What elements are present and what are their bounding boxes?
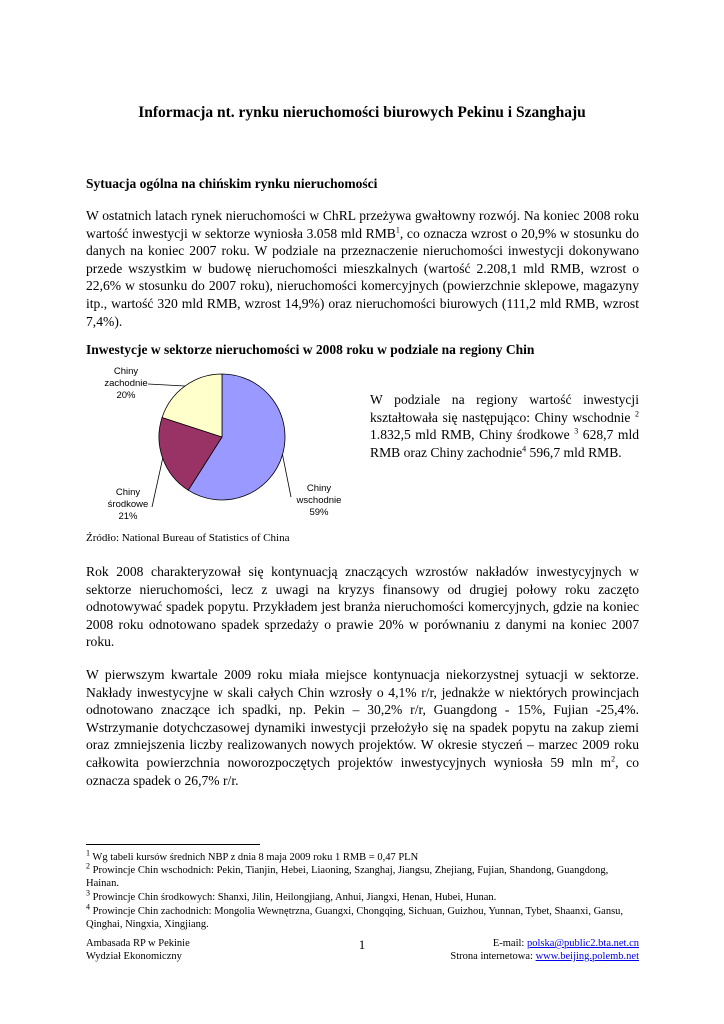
document-title: Informacja nt. rynku nieruchomości biurowych Pekinu i Szanghaju [138, 104, 586, 121]
paragraph-2009: W pierwszym kwartale 2009 roku miała miejsce kontynuacja niekorzystnej sytuacji w sektorze. Nakłady inwestycyjne w skali całych Chin wzrosły o 4,1% r/r, jednakże w niektórych prowincjach odnotowano znaczące ich spadki, np. Pekin – 30,2% r/r, Guangdong - 15%, Fujian -25,4%. Wstrzymanie dotychczasowej dynamiki inwestycji przełożyło się na spadek popytu na zakup ziemi oraz zmniejszenia liczby realizowanych nowych projektów. W okresie styczeń – marzec 2009 roku całkowita powierzchnia noworozpoczętych projektów inwestycyjnych wyniosła 59 mln $m^2$, co oznacza spadek o 26,7% r/r. [86, 667, 639, 788]
chart-heading: Inwestycje w sektorze nieruchomości w 2008 roku w podziale na regiony Chin [86, 342, 535, 357]
footer-department: Wydział Ekonomiczny [86, 951, 182, 962]
section-heading: Sytuacja ogólna na chińskim rynku nieruchomości [86, 176, 378, 191]
region-values-paragraph: W podziale na regiony wartość inwestycji kształtowała się następująco: Chiny wschodnie $^2$ 1.832,5 mld RMB, Chiny środkowe $^3$ 628,7 mld RMB oraz Chiny zachodnie$^4$ 596,7 mld RMB. [370, 392, 640, 460]
chart-label-east: Chiny wschodnie 59% [296, 483, 342, 518]
website-link[interactable]: www.beijing.polemb.net [535, 951, 639, 962]
intro-paragraph: W ostatnich latach rynek nieruchomości w ChRL przeżywa gwałtowny rozwój. Na koniec 2008 roku wartość inwestycji w sektorze wyniosła 3.058 mld RMB$^1$, co oznacza wzrost o 20,9% w stosunku do danych na koniec 2007 roku. W podziale na przeznaczenie nieruchomości inwestycji dokonywano przede wszystkim w budowę nieruchomości mieszkalnych (wartość 2.208,1 mld RMB, wzrost o 22,6% w stosunku do 2007 roku), nieruchomości komercyjnych (powierzchnie sklepowe, magazyny itp., wartość 320 mld RMB, wzrost 14,9%) oraz nieruchomości biurowych (111,2 mld RMB, wzrost 7,4%). [86, 208, 639, 329]
footnote-1: $^1$ Wg tabeli kursów średnich NBP z dnia 8 maja 2009 roku 1 RMB = 0,47 PLN [86, 848, 419, 863]
footnote-divider [86, 844, 260, 845]
footnote-ref-1: 1 [395, 225, 400, 235]
paragraph-2008: Rok 2008 charakteryzował się kontynuacją znaczących wzrostów nakładów inwestycyjnych w sektorze nieruchomości, lecz z uwagi na kryzys finansowy od drugiej połowy roku zaczęto odnotowywać spadek popytu. Przykładem jest branża nieruchomości komercyjnych, gdzie na koniec 2008 roku odnotowano spadek sprzedaży o prawie 20% w porównaniu z danymi na koniec 2007 roku. [86, 564, 639, 650]
footer-right: E-mail: polska@public2.bta.net.cn Strona internetowa: www.beijing.polemb.net [450, 938, 639, 962]
footer-left [86, 937, 190, 963]
chart-label-central: Chiny środkowe 21% [107, 487, 149, 522]
footnote-2: $^2$ Prowincje Chin wschodnich: Pekin, Tianjin, Hebei, Liaoning, Szanghaj, Jiangsu, Zhejiang, Fujian, Shandong, Guangdong, Hainan. [86, 861, 609, 889]
email-link[interactable]: polska@public2.bta.net.cn [526, 938, 639, 949]
pie-leader-line [152, 458, 163, 507]
footnote-3: $^3$ Prowincje Chin środkowych: Shanxi, Jilin, Heilongjiang, Anhui, Jiangxi, Henan, Hubei, Hunan. [86, 888, 497, 903]
footnote-4: $^4$ Prowincje Chin zachodnich: Mongolia Wewnętrzna, Guangxi, Chongqing, Sichuan, Guizhou, Yunnan, Tybet, Shaanxi, Gansu, Qinghai, Ningxia, Xingjiang. [86, 902, 624, 930]
chart-source: Źródło: National Bureau of Statistics of China [86, 532, 290, 544]
chart-label-west: Chiny zachodnie 20% [104, 366, 148, 401]
page-number: 1 [358, 937, 366, 952]
footer-embassy: Ambasada RP w Pekinie [86, 938, 190, 949]
